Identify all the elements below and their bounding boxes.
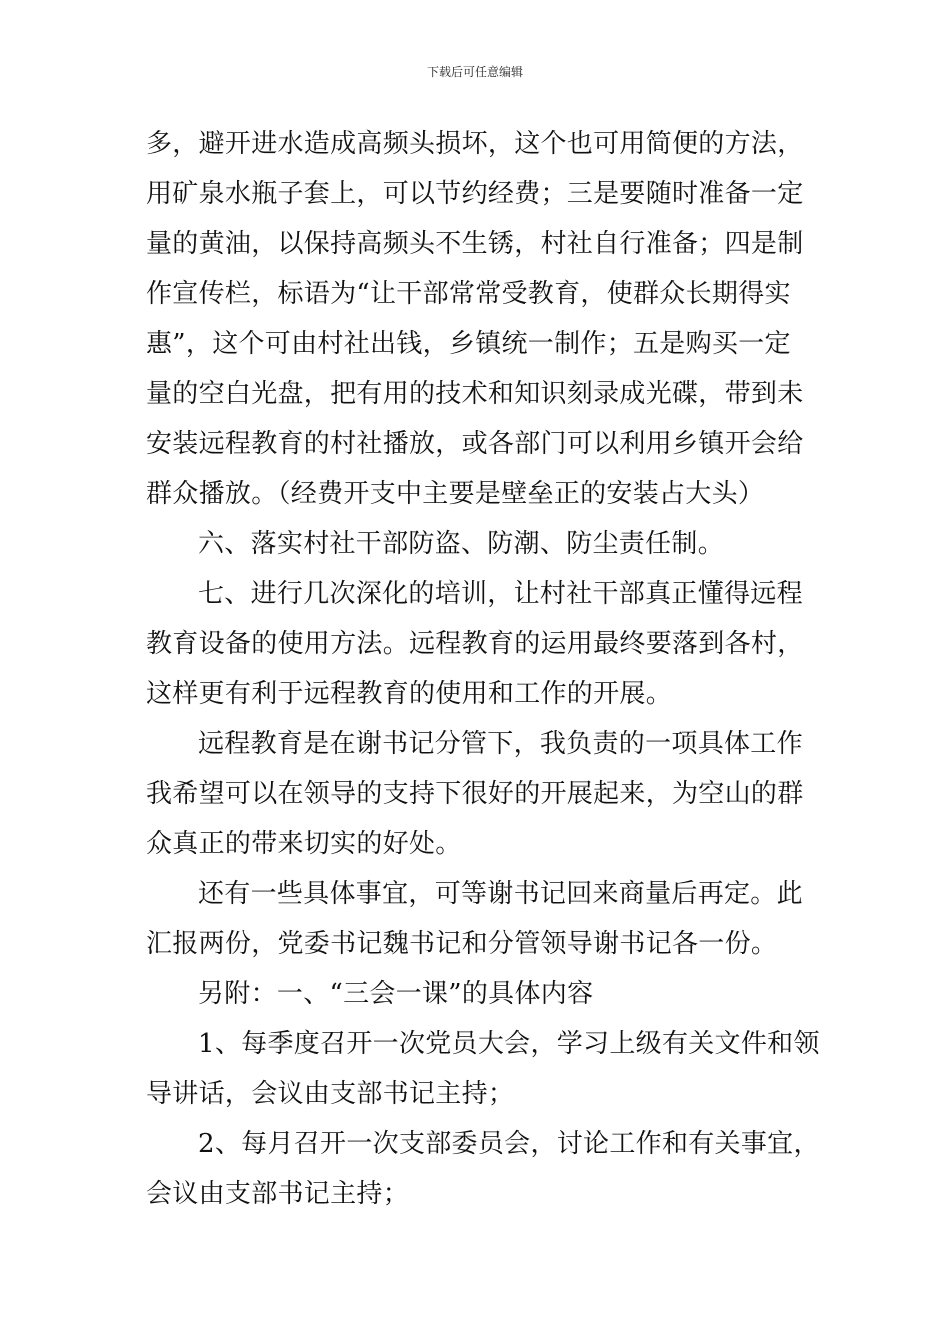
page-header: 下载后可任意编辑 (426, 65, 523, 79)
text-line-4: 作宣传栏，标语为“让干部常常受教育，使群众长期得实 (146, 279, 791, 309)
text-line-19: 1、每季度召开一次党员大会，学习上级有关文件和领 (198, 1029, 820, 1059)
text-line-20: 导讲话，会议由支部书记主持； (146, 1079, 515, 1109)
text-line-3: 量的黄油，以保持高频头不生锈，村社自行准备；四是制 (146, 229, 804, 259)
text-line-21: 2、每月召开一次支部委员会，讨论工作和有关事宜， (198, 1129, 820, 1159)
text-line-14: 我希望可以在领导的支持下很好的开展起来，为空山的群 (146, 779, 804, 809)
text-line-7: 安装远程教育的村社播放，或各部门可以利用乡镇开会给 (146, 429, 804, 459)
text-line-18: 另附：一、“三会一课”的具体内容 (198, 979, 594, 1009)
text-line-22: 会议由支部书记主持； (146, 1179, 410, 1209)
text-line-13: 远程教育是在谢书记分管下，我负责的一项具体工作 (198, 729, 803, 759)
text-line-9: 六、落实村社干部防盗、防潮、防尘责任制。 (198, 529, 725, 559)
text-line-12: 这样更有利于远程教育的使用和工作的开展。 (146, 679, 673, 709)
text-line-16: 还有一些具体事宜，可等谢书记回来商量后再定。此 (198, 879, 803, 909)
text-line-15: 众真正的带来切实的好处。 (146, 829, 462, 859)
text-line-8: 群众播放。（经费开支中主要是壁垒正的安装占大头） (146, 479, 765, 509)
text-line-10: 七、进行几次深化的培训，让村社干部真正懂得远程 (198, 579, 803, 609)
text-line-11: 教育设备的使用方法。远程教育的运用最终要落到各村， (146, 629, 804, 659)
text-line-2: 用矿泉水瓶子套上，可以节约经费；三是要随时准备一定 (146, 179, 804, 209)
text-line-5: 惠”，这个可由村社出钱，乡镇统一制作；五是购买一定 (146, 329, 791, 359)
text-line-6: 量的空白光盘，把有用的技术和知识刻录成光碟，带到未 (146, 379, 804, 409)
text-line-1: 多，避开进水造成高频头损坏，这个也可用简便的方法， (146, 129, 804, 159)
document-body (146, 124, 826, 1224)
text-line-17: 汇报两份，党委书记魏书记和分管领导谢书记各一份。 (146, 929, 778, 959)
